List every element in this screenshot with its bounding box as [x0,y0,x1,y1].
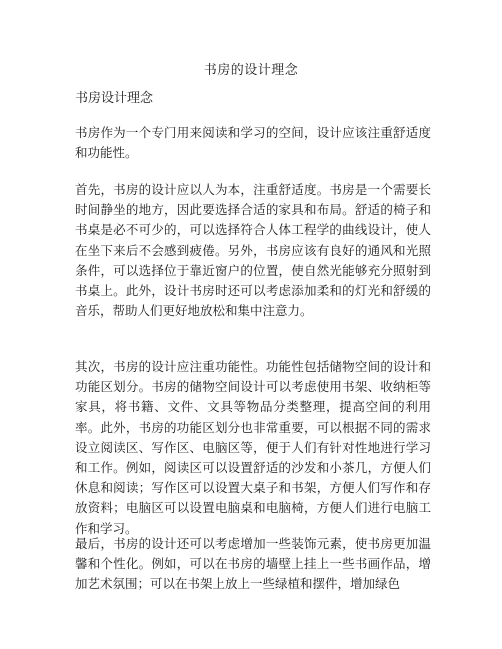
paragraph-decoration: 最后，书房的设计还可以考虑增加一些装饰元素，使书房更加温馨和个性化。例如，可以在书房的墙壁上挂上一些书画作品，增加艺术氛围；可以在书架上放上一些绿植和摆件，增加绿色 [75,536,431,592]
paragraph-intro: 书房作为一个专门用来阅读和学习的空间，设计应该注重舒适度和功能性。 [75,125,431,161]
document-title: 书房的设计理念 [203,63,299,78]
paragraph-comfort: 首先，书房的设计应以人为本，注重舒适度。书房是一个需要长时间静坐的地方，因此要选择合适的家具和布局。舒适的椅子和书桌是必不可少的，可以选择符合人体工程学的曲线设计，使人在坐下来后不会感到疲倦。另外，书房应该有良好的通风和光照条件，可以选择位于靠近窗户的位置，使自然光能够充分照射到书桌上。此外，设计书房时还可以考虑添加柔和的灯光和舒缓的音乐，帮助人们更好地放松和集中注意力。 [75,182,431,319]
paragraph-function: 其次，书房的设计应注重功能性。功能性包括储物空间的设计和功能区划分。书房的储物空间设计可以考虑使用书架、收纳柜等家具，将书籍、文件、文具等物品分类整理，提高空间的利用率。此外，书房的功能区划分也非常重要，可以根据不同的需求设立阅读区、写作区、电脑区等，便于人们有针对性地进行学习和工作。例如，阅读区可以设置舒适的沙发和小茶几，方便人们休息和阅读；写作区可以设置大桌子和书架，方便人们写作和存放资料；电脑区可以设置电脑桌和电脑椅，方便人们进行电脑工作和学习。 [75,359,431,536]
document-subtitle: 书房设计理念 [75,91,154,106]
